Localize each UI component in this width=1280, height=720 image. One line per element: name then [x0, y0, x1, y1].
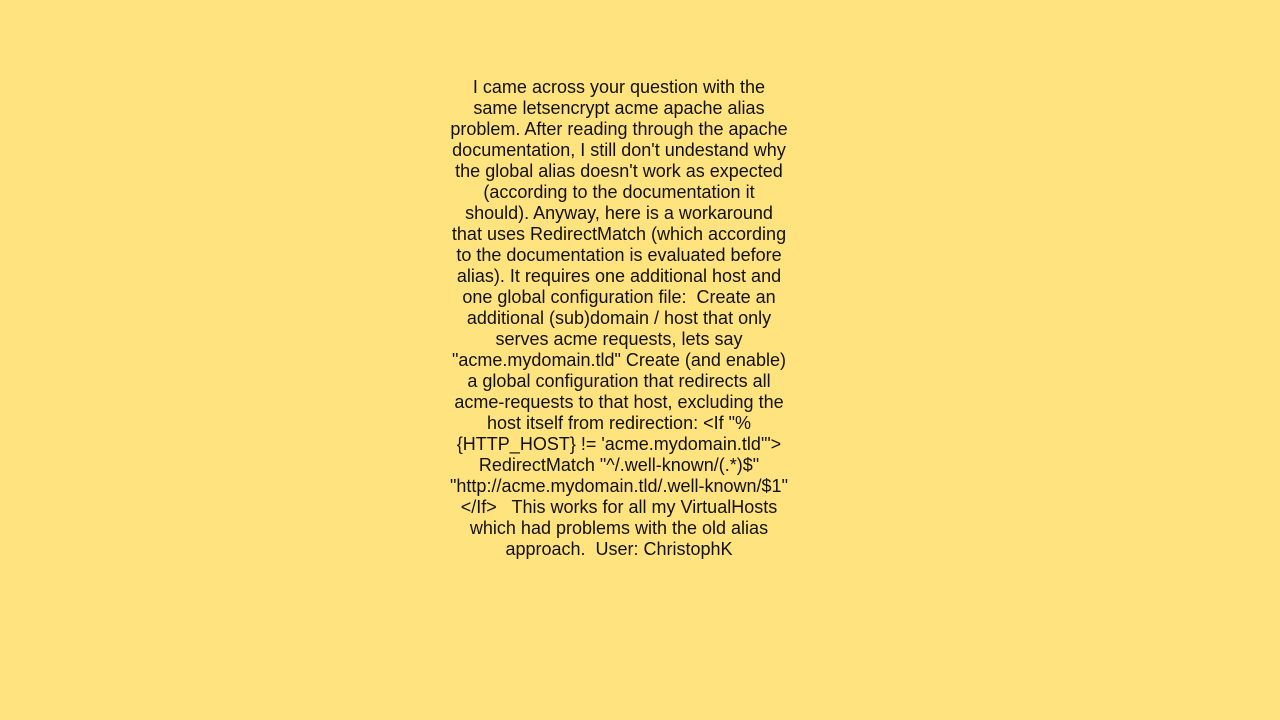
post-text: I came across your question with the same letsencrypt acme apache alias problem. After reading through the apache documentation, I still don't undestand why the global alias doesn't work as expected (according to the documentation it should). Anyway, here is a workaround that uses RedirectMatch (which according to the documentation is evaluated before alias). It requires one additional host and one global configuration file: Create an additional (sub)domain / host that only serves acme requests, lets say "acme.mydomain.tld" Create (and enable) a global configuration that redirects all acme-requests to that host, excluding the host itself from redirection: <If "%{HTTP_HOST} != 'acme.mydomain.tld'"> RedirectMatch "^/.well-known/(.*)$" "http://acme.mydomain.tld/.well-known/$1" </If> This works for all my VirtualHosts which had problems with the old alias approach. User: ChristophK — [450, 77, 807, 559]
